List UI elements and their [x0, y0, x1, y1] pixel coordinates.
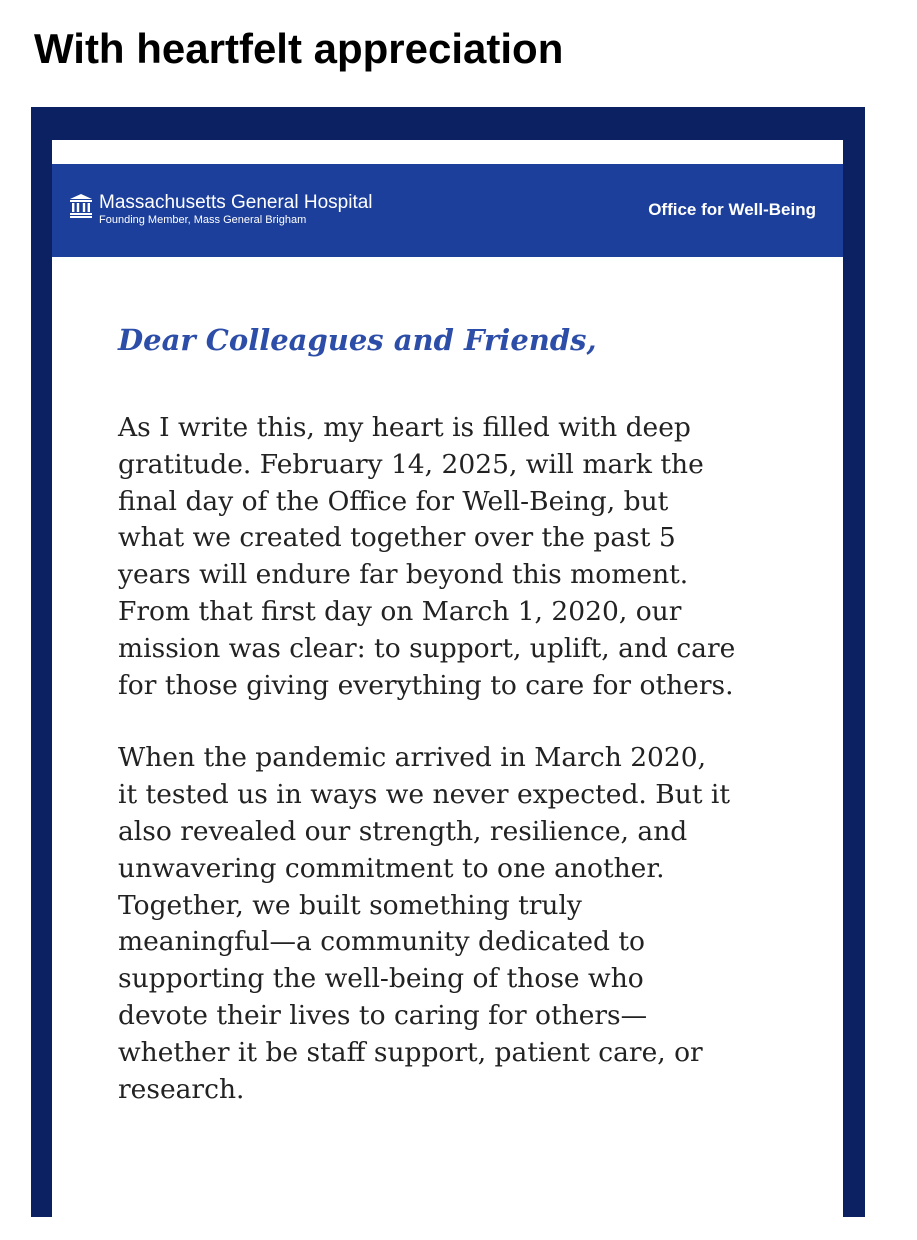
paragraph-line: it tested us in ways we never expected. But it — [118, 779, 731, 811]
paragraph-line: devote their lives to caring for others— — [118, 999, 648, 1031]
letter-salutation: Dear Colleagues and Friends, — [118, 323, 597, 357]
letter-frame — [31, 107, 865, 1217]
letter-banner — [52, 164, 843, 257]
paragraph-line: From that first day on March 1, 2020, our — [118, 595, 682, 627]
hospital-name: Massachusetts General Hospital — [99, 192, 373, 213]
paragraph-line: what we created together over the past 5 — [118, 522, 676, 554]
letter-paragraph — [118, 410, 838, 704]
paragraph-line: mission was clear: to support, uplift, and care — [118, 632, 736, 664]
letter-paragraph — [118, 740, 838, 1108]
office-name: Office for Well-Being — [648, 200, 816, 219]
paragraph-line: for those giving everything to care for others. — [118, 669, 734, 701]
hospital-subtitle: Founding Member, Mass General Brigham — [99, 214, 307, 226]
paragraph-line: meaningful—a community dedicated to — [118, 926, 646, 958]
building-columns-icon — [70, 194, 92, 218]
letter-card — [52, 140, 843, 1240]
paragraph-line: gratitude. February 14, 2025, will mark the — [118, 448, 704, 480]
paragraph-line: As I write this, my heart is filled with deep — [118, 412, 691, 443]
hospital-logo — [70, 193, 373, 227]
paragraph-line: years will endure far beyond this moment. — [118, 559, 689, 591]
hospital-wordmark — [99, 193, 373, 227]
paragraph-line: also revealed our strength, resilience, and — [118, 815, 688, 847]
paragraph-line: When the pandemic arrived in March 2020, — [118, 742, 707, 774]
page-title: With heartfelt appreciation — [34, 25, 564, 72]
paragraph-line: unwavering commitment to one another. — [118, 852, 665, 884]
paragraph-line: final day of the Office for Well-Being, but — [118, 485, 669, 517]
paragraph-line: Together, we built something truly — [118, 889, 582, 921]
paragraph-line: supporting the well-being of those who — [118, 963, 644, 995]
letter-body — [118, 410, 838, 1144]
paragraph-line: research. — [118, 1073, 245, 1105]
paragraph-line: whether it be staff support, patient care, or — [118, 1036, 703, 1068]
